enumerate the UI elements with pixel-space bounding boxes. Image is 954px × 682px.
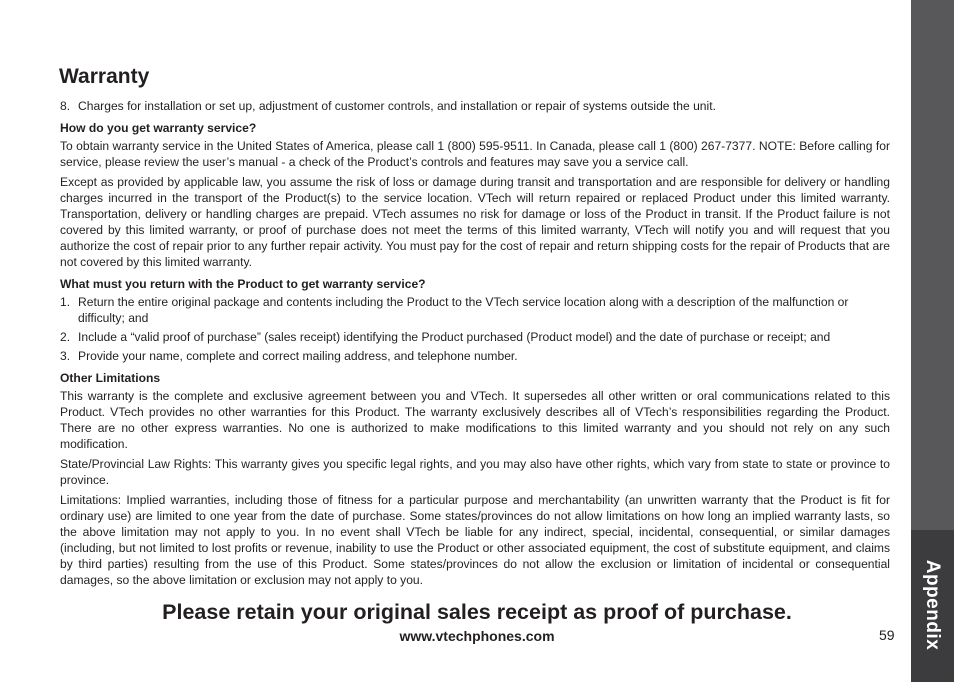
list-item-number: 1.	[60, 295, 71, 309]
list-item	[60, 348, 890, 364]
list-item	[60, 329, 890, 345]
list-item-text: Include a “valid proof of purchase” (sales receipt) identifying the Product purchased (Product model) and the date of purchase or receipt; and	[78, 330, 831, 344]
section-heading-limitations: Other Limitations	[60, 371, 161, 385]
page-number: 59	[879, 627, 895, 643]
paragraph: Limitations: Implied warranties, including those of fitness for a particular purpose and merchantability (an unwritten warranty that the Product is fit for ordinary use) are limited to one year from the date of purchase. Some states/provinces do not allow limitations on how long an implied warranty lasts, so the above limitation may not apply to you. In no event shall VTech be liable for any indirect, special, incidental, consequential, or similar damages (including, but not limited to lost profits or revenue, inability to use the Product or other associated equipment, the cost of substitute equipment, and claims by third parties) resulting from the use of this Product. Some states/provinces do not allow the exclusion or limitation of incidental or consequential damages, so the above limitation or exclusion may not apply to you.	[60, 493, 890, 587]
list-item-number: 3.	[60, 349, 71, 363]
appendix-tab-label: Appendix	[922, 559, 943, 651]
list-item	[60, 98, 890, 114]
list-item-number: 2.	[60, 330, 71, 344]
list-item-text: Provide your name, complete and correct mailing address, and telephone number.	[78, 349, 518, 363]
list-item	[60, 294, 890, 326]
paragraph: To obtain warranty service in the United States of America, please call 1 (800) 595-9511. In Canada, please call 1 (800) 267-7377. NOTE: Before calling for service, please review the user’s manual - a check of the Product’s controls and features may save you a service call.	[60, 139, 890, 169]
list-item-text: Return the entire original package and contents including the Product to the VTech service location along with a description of the malfunction or difficulty; and	[78, 295, 849, 325]
retain-receipt-notice: Please retain your original sales receipt as proof of purchase.	[162, 600, 792, 624]
paragraph: This warranty is the complete and exclusive agreement between you and VTech. It supersedes all other written or oral communications related to this Product. VTech provides no other warranties for this Product. The warranty exclusively describes all of VTech’s responsibilities regarding the Product. There are no other express warranties. No one is authorized to make modifications to this limited warranty and you should not rely on any such modification.	[60, 389, 890, 451]
list-item-text: Charges for installation or set up, adjustment of customer controls, and installation or repair of systems outside the unit.	[78, 99, 716, 113]
section-heading-service: How do you get warranty service?	[60, 121, 257, 135]
footer-url: www.vtechphones.com	[399, 628, 555, 644]
section-heading-return: What must you return with the Product to get warranty service?	[60, 277, 426, 291]
paragraph: Except as provided by applicable law, you assume the risk of loss or damage during transit and transportation and are responsible for delivery or handling charges incurred in the transport of the Product(s) to the service location. VTech will return repaired or replaced Product under this limited warranty. Transportation, delivery or handling charges are prepaid. VTech assumes no risk for damage or loss of the Product in transit. If the Product failure is not covered by this limited warranty, or proof of purchase does not meet the terms of this limited warranty, VTech will notify you and will request that you authorize the cost of repair prior to any further repair activity. You must pay for the cost of repair and return shipping costs for the repair of Products that are not covered by this limited warranty.	[60, 175, 890, 269]
page-title: Warranty	[59, 65, 150, 88]
paragraph: State/Provincial Law Rights: This warranty gives you specific legal rights, and you may also have other rights, which vary from state to state or province to province.	[60, 457, 890, 487]
warranty-content	[60, 64, 890, 592]
list-item-number: 8.	[60, 99, 71, 113]
